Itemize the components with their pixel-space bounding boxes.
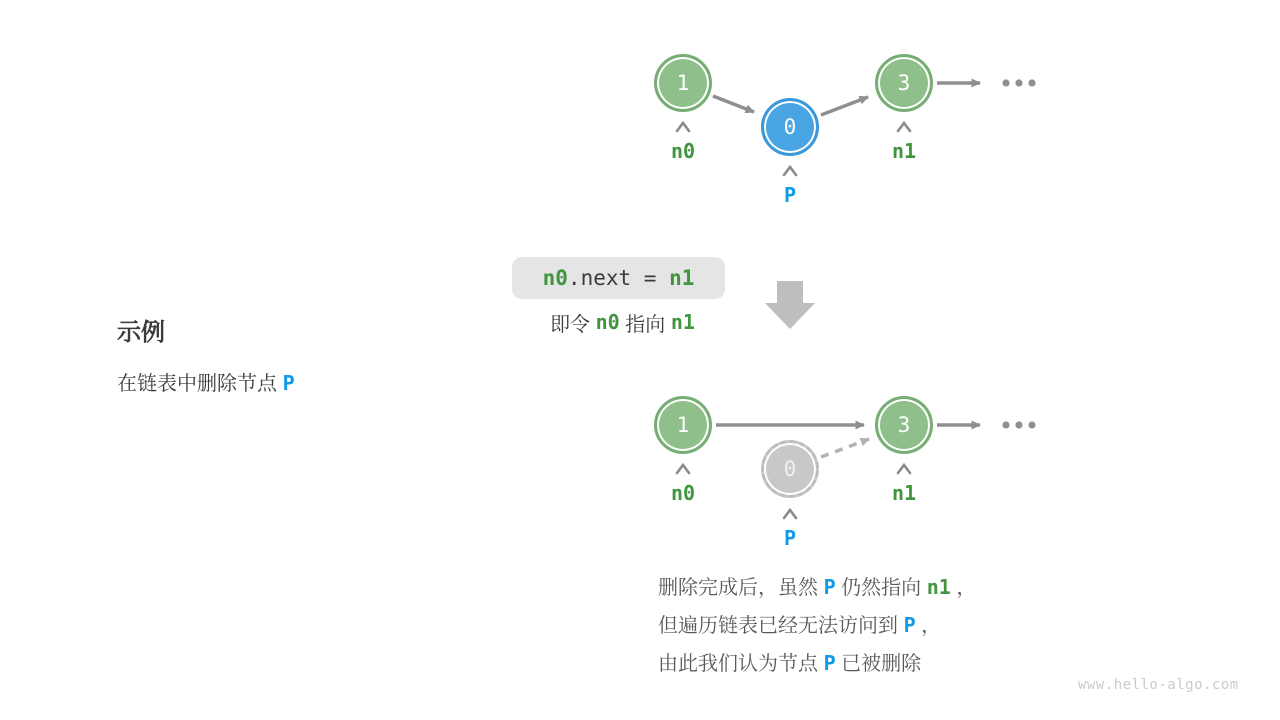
note-line — [658, 645, 976, 683]
pointer-label-p-before: P — [783, 183, 797, 207]
text-segment: 即令 — [550, 313, 596, 336]
code-caption — [505, 307, 740, 337]
after-node-0-deleted — [761, 440, 819, 498]
pointer-label-p-after: P — [783, 526, 797, 550]
node-value: 3 — [897, 70, 911, 95]
caret-up-icon — [896, 121, 912, 133]
note-text — [658, 569, 976, 683]
caret-up-icon — [896, 463, 912, 475]
note-line — [658, 569, 976, 607]
text-segment: P — [903, 613, 916, 637]
text-segment: .next = — [567, 266, 670, 290]
before-ellipsis-icon — [1002, 79, 1035, 86]
caret-up-icon — [675, 463, 691, 475]
text-segment: n1 — [926, 575, 951, 599]
after-node-3 — [875, 396, 933, 454]
text-segment: 指向 — [619, 313, 671, 336]
pointer-label-n1-before: n1 — [891, 139, 917, 163]
text-segment: n0 — [542, 266, 568, 290]
before-arrows — [713, 83, 980, 115]
text-segment: 删除完成后，虽然 — [658, 577, 824, 599]
text-segment: P — [823, 575, 836, 599]
text-segment: n1 — [669, 266, 695, 290]
pointer-label-n0-before: n0 — [670, 139, 696, 163]
before-node-0 — [761, 98, 819, 156]
note-line — [658, 607, 976, 645]
code-box — [512, 257, 725, 299]
after-node-1 — [654, 396, 712, 454]
text-segment: n0 — [595, 310, 620, 334]
watermark: www.hello-algo.com — [1078, 677, 1239, 693]
before-node-1 — [654, 54, 712, 112]
example-heading: 示例 — [117, 319, 165, 346]
text-segment: P — [282, 371, 295, 395]
after-ellipsis-icon — [1002, 421, 1035, 428]
text-segment: P — [823, 651, 836, 675]
caret-up-icon — [675, 121, 691, 133]
pointer-label-n1-after: n1 — [891, 481, 917, 505]
caret-up-icon — [782, 165, 798, 177]
transform-down-arrow-icon — [765, 281, 815, 329]
node-value: 3 — [897, 412, 911, 437]
example-subtitle — [117, 367, 295, 396]
text-segment: 由此我们认为节点 — [658, 653, 824, 675]
node-value: 0 — [783, 456, 797, 481]
node-value: 1 — [676, 412, 690, 437]
before-node-3 — [875, 54, 933, 112]
text-segment: 在链表中删除节点 — [117, 373, 283, 395]
caret-up-icon — [782, 508, 798, 520]
node-value: 1 — [676, 70, 690, 95]
text-segment: 但遍历链表已经无法访问到 — [658, 615, 904, 637]
dangling-pointer-arrow — [821, 439, 869, 457]
text-segment: ， — [950, 577, 977, 599]
text-segment: 仍然指向 — [835, 577, 927, 599]
text-segment: n1 — [670, 310, 695, 334]
node-value: 0 — [783, 114, 797, 139]
text-segment: 已被删除 — [835, 653, 922, 675]
pointer-label-n0-after: n0 — [670, 481, 696, 505]
text-segment: ， — [915, 615, 942, 637]
